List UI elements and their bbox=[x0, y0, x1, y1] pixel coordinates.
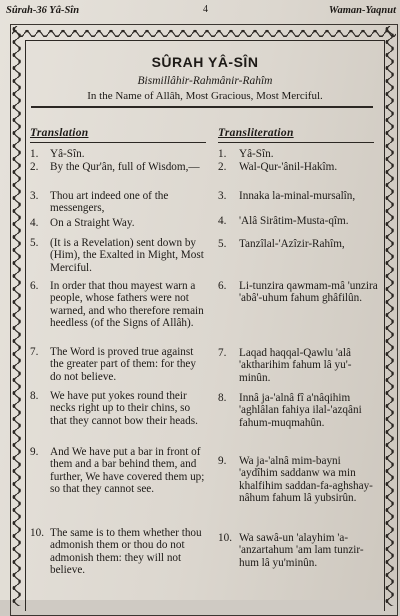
verse-number: 6. bbox=[30, 280, 39, 292]
transliteration-verse bbox=[218, 455, 378, 505]
verse-number: 5. bbox=[218, 238, 227, 250]
verse-number: 2. bbox=[30, 161, 39, 173]
verse-number: 3. bbox=[30, 190, 39, 202]
verse-number: 9. bbox=[218, 455, 227, 467]
surah-title: SÛRAH YÂ-SÎN bbox=[151, 54, 259, 70]
verse-text: Laqad haqqal-Qawlu 'alâ 'aktharihim fahum lâ yu'-minûn. bbox=[239, 347, 352, 384]
transliteration-verse bbox=[218, 392, 378, 429]
translation-heading: Translation bbox=[30, 127, 89, 139]
verse-number: 6. bbox=[218, 280, 227, 292]
verse-number: 1. bbox=[218, 148, 227, 160]
verse-text: 'Alâ Sirâtim-Musta-qîm. bbox=[239, 215, 349, 227]
verse-text: Yâ-Sîn. bbox=[239, 148, 274, 160]
transliteration-verse bbox=[218, 161, 378, 173]
verse-text: Wa ja-'alnâ mim-bayni 'aydîhim saddanw wa min khalfihim saddan-fa-aghshay-nâhum fahum lâ yubsirûn. bbox=[239, 455, 373, 505]
vine-border-top bbox=[12, 26, 396, 37]
transliteration-verse bbox=[218, 280, 378, 305]
transliteration-verse bbox=[218, 238, 378, 250]
verse-text: The Word is proved true against the greater part of them: for they do not believe. bbox=[50, 346, 196, 383]
verse-text: Wal-Qur-'ânil-Hakîm. bbox=[239, 161, 338, 173]
running-head-juz: Waman-Yaqnut bbox=[328, 5, 396, 16]
bismillah: Bismillâhir-Rahmânir-Rahîm bbox=[137, 75, 273, 87]
verse-text: Innâ ja-'alnâ fî a'nâqihim 'aghlâlan fahiya ilal-'azqâni fahum-muqmahûn. bbox=[239, 392, 362, 429]
verse-number: 10. bbox=[218, 532, 232, 544]
transliteration-verse bbox=[218, 215, 378, 227]
vine-border-right bbox=[384, 26, 395, 606]
verse-text: The same is to them whether thou admonish them or thou do not admonish them: they will not believe. bbox=[50, 527, 202, 577]
translation-verse bbox=[30, 217, 206, 229]
verse-number: 3. bbox=[218, 190, 227, 202]
page-number: 4 bbox=[203, 4, 208, 15]
translation-verse bbox=[30, 446, 206, 496]
verse-text: We have put yokes round their necks right up to their chins, so that they cannot bow their heads. bbox=[50, 390, 198, 427]
verse-number: 10. bbox=[30, 527, 44, 539]
translation-verse bbox=[30, 237, 206, 274]
header-rule bbox=[31, 106, 373, 108]
verse-text: Wa sawâ-un 'alayhim 'a-'anzartahum 'am lam tunzir-hum lâ yu'minûn. bbox=[239, 532, 364, 569]
translation-verse bbox=[30, 527, 206, 577]
translation-verse bbox=[30, 190, 206, 215]
bismillah-translation: In the Name of Allâh, Most Gracious, Most Merciful. bbox=[87, 90, 323, 102]
transliteration-verse bbox=[218, 347, 378, 384]
verse-text: In order that thou mayest warn a people, whose fathers were not warned, and who therefore remain heedless (of the Signs of Allâh). bbox=[50, 280, 204, 330]
transliteration-heading-rule bbox=[218, 142, 374, 143]
verse-text: Tanzîlal-'Azîzir-Rahîm, bbox=[239, 238, 345, 250]
verse-text: By the Qur'ân, full of Wisdom,— bbox=[50, 161, 200, 173]
verse-text: Li-tunzira qawmam-mâ 'unzira 'abâ'-uhum fahum ghâfilûn. bbox=[239, 280, 378, 305]
verse-number: 5. bbox=[30, 237, 39, 249]
verse-text: (It is a Revelation) sent down by (Him), the Exalted in Might, Most Merciful. bbox=[50, 237, 204, 274]
transliteration-heading: Transliteration bbox=[218, 127, 294, 139]
translation-verse bbox=[30, 280, 206, 330]
verse-number: 7. bbox=[30, 346, 39, 358]
verse-number: 8. bbox=[218, 392, 227, 404]
translation-verse bbox=[30, 161, 206, 173]
verse-text: On a Straight Way. bbox=[50, 217, 135, 229]
verse-number: 4. bbox=[218, 215, 227, 227]
verse-text: Yâ-Sîn. bbox=[50, 148, 85, 160]
verse-number: 8. bbox=[30, 390, 39, 402]
translation-verse bbox=[30, 346, 206, 383]
vine-border-left bbox=[11, 26, 22, 606]
verse-text: Thou art indeed one of the messengers, bbox=[50, 190, 169, 215]
translation-verse bbox=[30, 390, 206, 427]
verse-number: 9. bbox=[30, 446, 39, 458]
translation-heading-rule bbox=[30, 142, 206, 143]
verse-number: 2. bbox=[218, 161, 227, 173]
running-head-surah: Sûrah-36 Yâ-Sîn bbox=[6, 5, 80, 16]
running-head bbox=[0, 5, 400, 21]
transliteration-verse bbox=[218, 532, 378, 569]
verse-text: Innaka la-minal-mursalîn, bbox=[239, 190, 356, 202]
transliteration-verse bbox=[218, 148, 378, 160]
verse-number: 4. bbox=[30, 217, 39, 229]
verse-number: 1. bbox=[30, 148, 39, 160]
verse-number: 7. bbox=[218, 347, 227, 359]
verse-text: And We have put a bar in front of them and a bar behind them, and further, We have covered them up; so that they cannot see. bbox=[50, 446, 205, 496]
translation-verse bbox=[30, 148, 206, 160]
transliteration-verse bbox=[218, 190, 378, 202]
